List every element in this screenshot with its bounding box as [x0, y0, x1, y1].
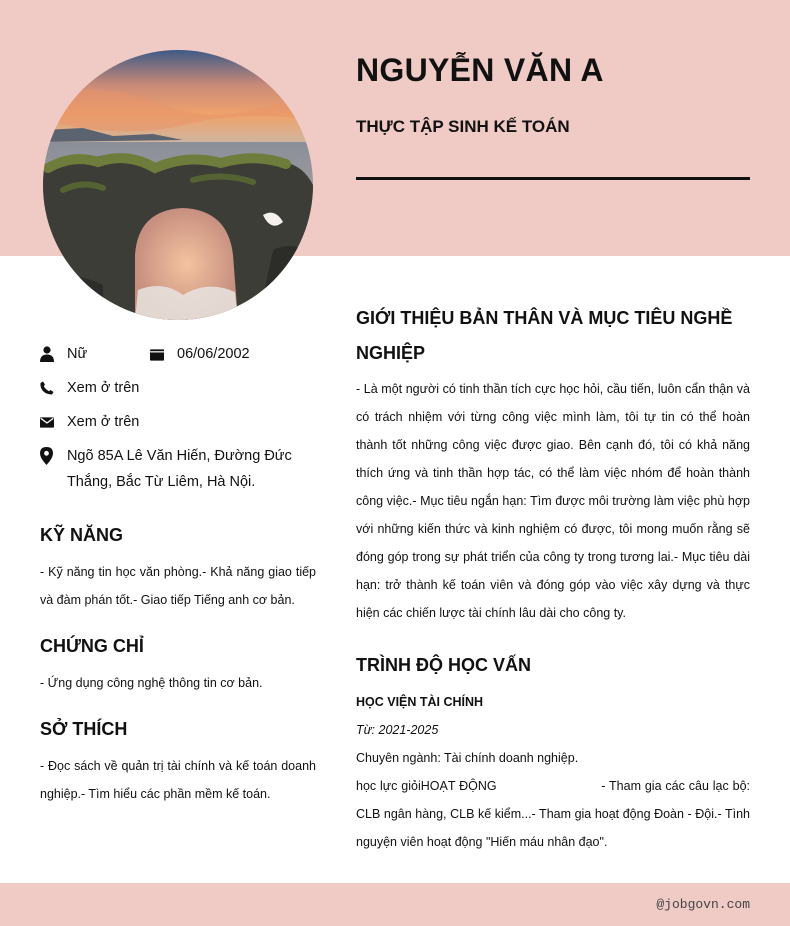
envelope-icon	[40, 409, 54, 435]
hobbies-title: SỞ THÍCH	[40, 719, 128, 739]
footer-watermark: @jobgovn.com	[656, 897, 750, 912]
certificates-title: CHỨNG CHỈ	[40, 636, 144, 656]
gender-value: Nữ	[67, 346, 88, 362]
candidate-name: NGUYỄN VĂN A	[356, 52, 604, 88]
education-title: TRÌNH ĐỘ HỌC VẤN	[356, 655, 531, 675]
about-text: - Là một người có tinh thần tích cực học hỏi, cầu tiến, luôn cẩn thận và có trách nhiệm với từng công việc mình làm, tôi tự tin có thể hoàn thành tốt những công việc được giao. Bên cạnh đó, tôi có khả năng thích ứng và tinh thần hợp tác, có thể làm việc nhóm để hoàn thành công việc.- Mục tiêu ngắn hạn: Tìm được môi trường làm việc phù hợp với những kiến thức và kinh nghiệm có được, tôi mong muốn rằng sẽ đóng góp trong sự phát triển của công ty trong tương lai.- Mục tiêu dài hạn: trở thành kế toán viên và đóng góp vào việc xây dựng và thực hiện các chiến lược tài chính lâu dài cho công ty.	[356, 382, 750, 620]
info-address	[40, 443, 316, 495]
about-title: GIỚI THIỆU BẢN THÂN VÀ MỤC TIÊU NGHỀ NGHIỆP	[356, 308, 733, 363]
hobbies-text: - Đọc sách về quản trị tài chính và kế toán doanh nghiệp.- Tìm hiểu các phần mềm kế toán.	[40, 759, 316, 801]
profile-photo	[43, 50, 313, 320]
education-school: HỌC VIỆN TÀI CHÍNH	[356, 695, 484, 709]
certificates-text: - Ứng dụng công nghệ thông tin cơ bản.	[40, 676, 263, 690]
info-birthdate	[150, 341, 250, 367]
info-gender	[40, 341, 87, 367]
map-pin-icon	[40, 443, 54, 469]
birthdate-value: 06/06/2002	[177, 346, 250, 362]
title-divider	[356, 177, 750, 180]
skills-text: - Kỹ năng tin học văn phòng.- Khả năng giao tiếp và đàm phán tốt.- Giao tiếp Tiếng anh cơ bản.	[40, 565, 316, 607]
education-activities: học lực giỏiHOẠT ĐỘNG - Tham gia các câu lạc bộ: CLB ngân hàng, CLB kế kiểm...- Tham gia hoạt động Đoàn - Đội.- Tình nguyện viên hoạt động "Hiến máu nhân đạo".	[356, 779, 754, 849]
phone-value: Xem ở trên	[67, 380, 140, 396]
education-period: Từ: 2021-2025	[356, 723, 439, 737]
person-icon	[40, 341, 54, 367]
skills-title: KỸ NĂNG	[40, 525, 124, 545]
email-value: Xem ở trên	[67, 414, 140, 430]
address-value: Ngõ 85A Lê Văn Hiến, Đường Đức Thắng, Bắc Từ Liêm, Hà Nội.	[66, 448, 292, 490]
calendar-icon	[150, 341, 164, 367]
education-major: Chuyên ngành: Tài chính doanh nghiệp.	[356, 751, 579, 765]
info-phone	[40, 375, 139, 401]
phone-icon	[40, 375, 54, 401]
job-title: THỰC TẬP SINH KẾ TOÁN	[356, 117, 570, 136]
info-email	[40, 409, 139, 435]
